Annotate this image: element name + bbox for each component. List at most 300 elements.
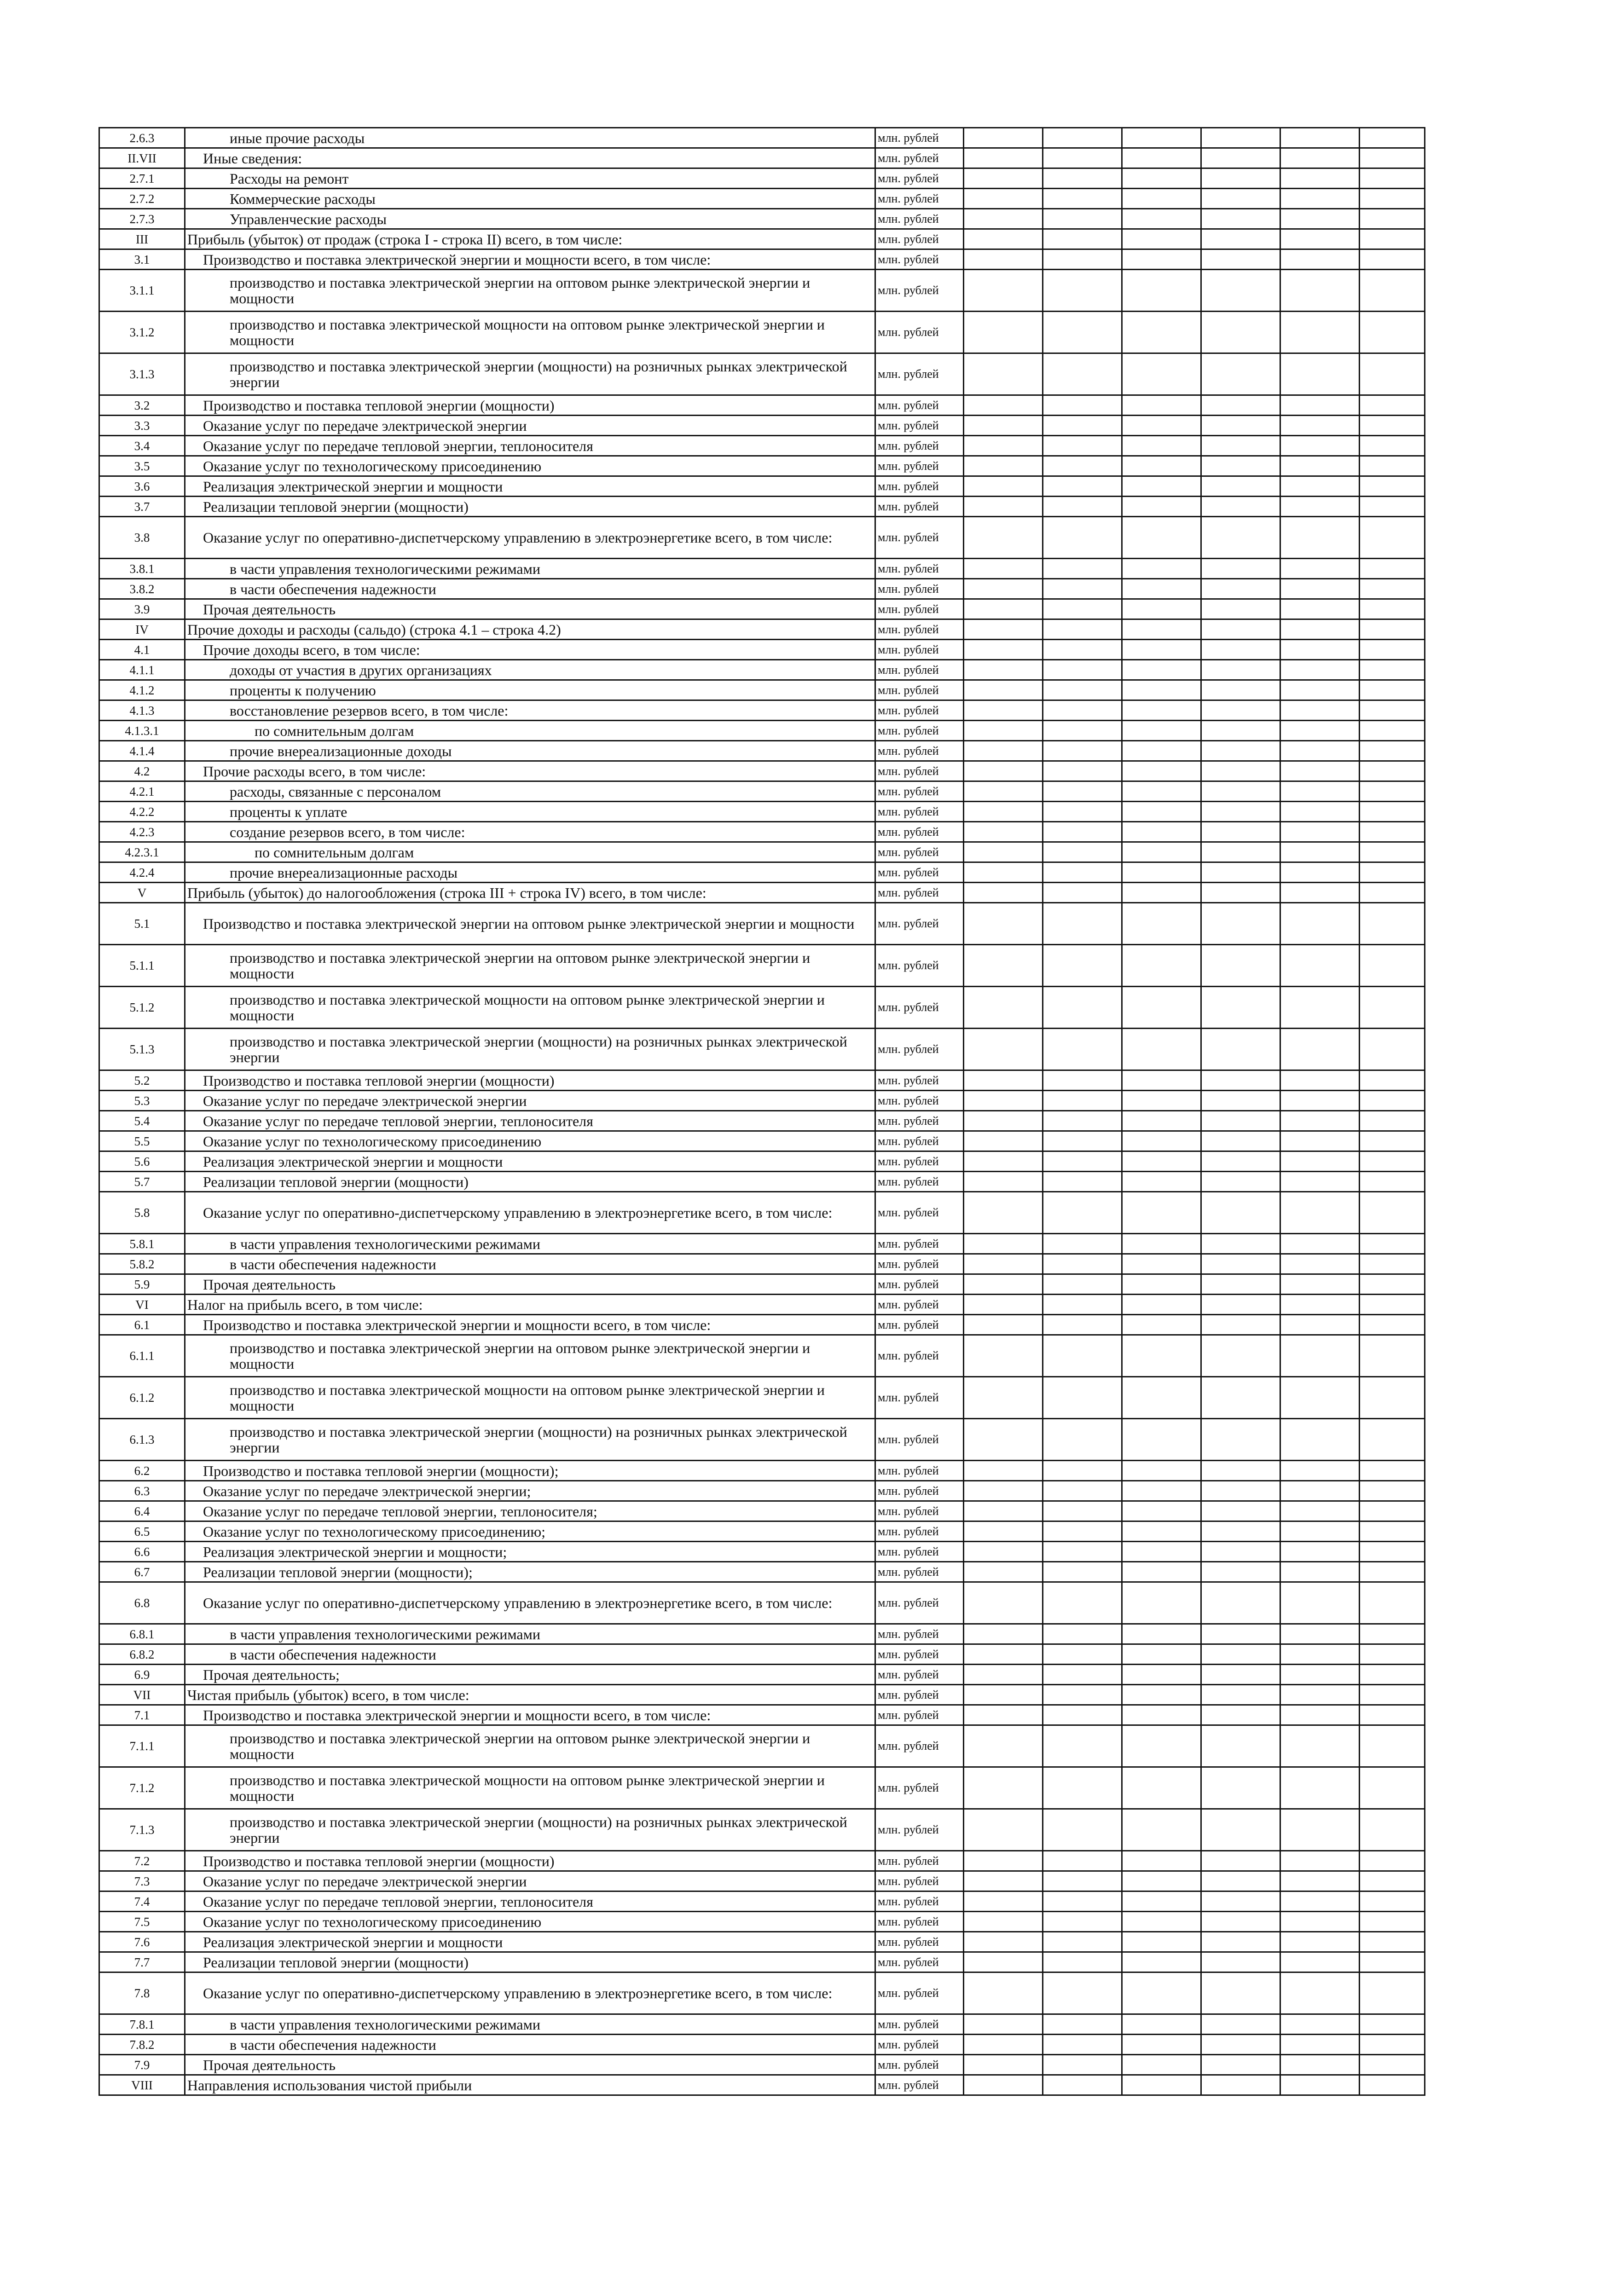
row-indicator-name: Реализация электрической энергии и мощности xyxy=(185,1932,875,1952)
table-row xyxy=(99,579,1425,599)
value-cell xyxy=(1280,456,1360,476)
row-indicator-name: производство и поставка электрической мощности на оптовом рынке электрической энергии и мощности xyxy=(185,987,875,1029)
value-cell xyxy=(1360,640,1425,660)
row-indicator-name: по сомнительным долгам xyxy=(185,842,875,862)
row-indicator-name: проценты к уплате xyxy=(185,802,875,822)
table-row xyxy=(99,1912,1425,1932)
value-cell xyxy=(1122,1254,1201,1274)
value-cell xyxy=(1201,883,1280,903)
row-code: IV xyxy=(99,619,185,640)
value-cell xyxy=(1043,680,1122,700)
row-unit: млн. рублей xyxy=(875,862,964,883)
row-indicator-name: производство и поставка электрической энергии (мощности) на розничных рынках электрической энергии xyxy=(185,1029,875,1070)
value-cell xyxy=(1280,842,1360,862)
value-cell xyxy=(964,1295,1043,1315)
row-indicator-name: Производство и поставка электрической энергии и мощности всего, в том числе: xyxy=(185,1315,875,1335)
value-cell xyxy=(1360,128,1425,148)
value-cell xyxy=(964,1582,1043,1624)
row-unit: млн. рублей xyxy=(875,640,964,660)
row-code: 7.1 xyxy=(99,1705,185,1725)
value-cell xyxy=(1122,1725,1201,1767)
value-cell xyxy=(1201,1091,1280,1111)
row-code: 2.6.3 xyxy=(99,128,185,148)
row-indicator-name: Реализация электрической энергии и мощности xyxy=(185,476,875,497)
row-indicator-name: Расходы на ремонт xyxy=(185,168,875,189)
value-cell xyxy=(1122,903,1201,945)
row-unit: млн. рублей xyxy=(875,1274,964,1295)
value-cell xyxy=(1122,619,1201,640)
value-cell xyxy=(1122,1851,1201,1871)
value-cell xyxy=(1043,1295,1122,1315)
row-indicator-name: Чистая прибыль (убыток) всего, в том числе: xyxy=(185,1685,875,1705)
row-indicator-name: Оказание услуг по передаче тепловой энергии, теплоносителя xyxy=(185,1891,875,1912)
table-row xyxy=(99,456,1425,476)
value-cell xyxy=(1360,353,1425,395)
row-indicator-name: Оказание услуг по оперативно-диспетчерскому управлению в электроэнергетике всего, в том числе: xyxy=(185,517,875,559)
table-row xyxy=(99,761,1425,781)
value-cell xyxy=(1201,189,1280,209)
value-cell xyxy=(1043,1624,1122,1644)
value-cell xyxy=(1280,517,1360,559)
value-cell xyxy=(1122,312,1201,353)
row-unit: млн. рублей xyxy=(875,1624,964,1644)
row-indicator-name: Прочие доходы всего, в том числе: xyxy=(185,640,875,660)
row-unit: млн. рублей xyxy=(875,619,964,640)
value-cell xyxy=(1201,476,1280,497)
value-cell xyxy=(1280,1151,1360,1172)
value-cell xyxy=(1043,1725,1122,1767)
value-cell xyxy=(964,1315,1043,1335)
value-cell xyxy=(1280,660,1360,680)
value-cell xyxy=(964,1111,1043,1131)
value-cell xyxy=(1201,1377,1280,1419)
row-unit: млн. рублей xyxy=(875,559,964,579)
value-cell xyxy=(964,945,1043,987)
table-row xyxy=(99,128,1425,148)
row-code: 5.3 xyxy=(99,1091,185,1111)
row-unit: млн. рублей xyxy=(875,945,964,987)
row-code: 4.2.2 xyxy=(99,802,185,822)
value-cell xyxy=(1201,781,1280,802)
value-cell xyxy=(1360,1254,1425,1274)
row-unit: млн. рублей xyxy=(875,1172,964,1192)
value-cell xyxy=(1360,862,1425,883)
value-cell xyxy=(1201,987,1280,1029)
value-cell xyxy=(1280,741,1360,761)
row-indicator-name: Прочие расходы всего, в том числе: xyxy=(185,761,875,781)
value-cell xyxy=(1360,1624,1425,1644)
table-row xyxy=(99,270,1425,312)
row-code: 5.9 xyxy=(99,1274,185,1295)
row-code: 4.1.4 xyxy=(99,741,185,761)
row-indicator-name: Оказание услуг по оперативно-диспетчерскому управлению в электроэнергетике всего, в том числе: xyxy=(185,1582,875,1624)
value-cell xyxy=(1043,721,1122,741)
value-cell xyxy=(1122,1234,1201,1254)
value-cell xyxy=(1043,1542,1122,1562)
value-cell xyxy=(1280,640,1360,660)
row-code: 6.1.2 xyxy=(99,1377,185,1419)
value-cell xyxy=(1043,1192,1122,1234)
value-cell xyxy=(1043,148,1122,168)
row-unit: млн. рублей xyxy=(875,700,964,721)
table-row xyxy=(99,1295,1425,1315)
value-cell xyxy=(1360,1501,1425,1521)
value-cell xyxy=(1201,517,1280,559)
value-cell xyxy=(1043,945,1122,987)
value-cell xyxy=(1122,987,1201,1029)
value-cell xyxy=(1201,1111,1280,1131)
value-cell xyxy=(1360,1151,1425,1172)
row-indicator-name: по сомнительным долгам xyxy=(185,721,875,741)
row-indicator-name: Производство и поставка тепловой энергии (мощности) xyxy=(185,1851,875,1871)
value-cell xyxy=(1122,680,1201,700)
value-cell xyxy=(1280,1932,1360,1952)
value-cell xyxy=(1201,1767,1280,1809)
table-row xyxy=(99,987,1425,1029)
table-row xyxy=(99,1705,1425,1725)
value-cell xyxy=(1043,312,1122,353)
row-unit: млн. рублей xyxy=(875,1665,964,1685)
row-indicator-name: Производство и поставка тепловой энергии (мощности) xyxy=(185,1070,875,1091)
value-cell xyxy=(1122,1172,1201,1192)
value-cell xyxy=(1201,1871,1280,1891)
value-cell xyxy=(1360,1315,1425,1335)
value-cell xyxy=(964,842,1043,862)
value-cell xyxy=(1360,945,1425,987)
row-indicator-name: Реализации тепловой энергии (мощности) xyxy=(185,1172,875,1192)
row-unit: млн. рублей xyxy=(875,1070,964,1091)
row-code: 3.1 xyxy=(99,249,185,270)
value-cell xyxy=(1201,1521,1280,1542)
row-unit: млн. рублей xyxy=(875,1809,964,1851)
value-cell xyxy=(1280,579,1360,599)
value-cell xyxy=(964,903,1043,945)
table-row xyxy=(99,1377,1425,1419)
value-cell xyxy=(1122,1131,1201,1151)
value-cell xyxy=(1122,2055,1201,2075)
value-cell xyxy=(1280,619,1360,640)
value-cell xyxy=(1043,209,1122,229)
value-cell xyxy=(964,1725,1043,1767)
value-cell xyxy=(1043,903,1122,945)
table-row xyxy=(99,700,1425,721)
value-cell xyxy=(1280,209,1360,229)
value-cell xyxy=(1122,1029,1201,1070)
value-cell xyxy=(1122,1952,1201,1972)
table-row xyxy=(99,1521,1425,1542)
row-unit: млн. рублей xyxy=(875,761,964,781)
row-indicator-name: Реализация электрической энергии и мощности xyxy=(185,1151,875,1172)
value-cell xyxy=(964,640,1043,660)
value-cell xyxy=(964,680,1043,700)
value-cell xyxy=(1201,353,1280,395)
value-cell xyxy=(1043,802,1122,822)
row-unit: млн. рублей xyxy=(875,1461,964,1481)
value-cell xyxy=(1280,559,1360,579)
value-cell xyxy=(964,209,1043,229)
value-cell xyxy=(1360,395,1425,416)
row-code: 3.8.1 xyxy=(99,559,185,579)
table-row xyxy=(99,1131,1425,1151)
value-cell xyxy=(1360,1192,1425,1234)
value-cell xyxy=(1043,2014,1122,2035)
table-row xyxy=(99,517,1425,559)
value-cell xyxy=(1122,721,1201,741)
row-unit: млн. рублей xyxy=(875,312,964,353)
value-cell xyxy=(1360,1295,1425,1315)
value-cell xyxy=(1122,1665,1201,1685)
value-cell xyxy=(1122,168,1201,189)
value-cell xyxy=(1043,1767,1122,1809)
value-cell xyxy=(1122,1111,1201,1131)
value-cell xyxy=(1360,249,1425,270)
value-cell xyxy=(1360,2035,1425,2055)
value-cell xyxy=(1043,1091,1122,1111)
row-unit: млн. рублей xyxy=(875,1725,964,1767)
value-cell xyxy=(1280,1809,1360,1851)
table-row xyxy=(99,1172,1425,1192)
value-cell xyxy=(964,1542,1043,1562)
value-cell xyxy=(1043,599,1122,619)
value-cell xyxy=(1043,1111,1122,1131)
row-indicator-name: в части управления технологическими режимами xyxy=(185,2014,875,2035)
row-unit: млн. рублей xyxy=(875,1295,964,1315)
value-cell xyxy=(1201,1705,1280,1725)
table-row xyxy=(99,1501,1425,1521)
row-unit: млн. рублей xyxy=(875,270,964,312)
table-row xyxy=(99,2055,1425,2075)
value-cell xyxy=(1043,1521,1122,1542)
row-indicator-name: доходы от участия в других организациях xyxy=(185,660,875,680)
value-cell xyxy=(964,822,1043,842)
table-row xyxy=(99,1151,1425,1172)
row-unit: млн. рублей xyxy=(875,1705,964,1725)
row-unit: млн. рублей xyxy=(875,680,964,700)
value-cell xyxy=(1360,619,1425,640)
value-cell xyxy=(1043,1562,1122,1582)
table-row xyxy=(99,781,1425,802)
value-cell xyxy=(1043,416,1122,436)
row-code: 4.1.3.1 xyxy=(99,721,185,741)
row-code: 7.1.2 xyxy=(99,1767,185,1809)
row-code: 4.1 xyxy=(99,640,185,660)
value-cell xyxy=(1043,189,1122,209)
row-code: 3.4 xyxy=(99,436,185,456)
value-cell xyxy=(1043,1419,1122,1461)
row-indicator-name: Прибыль (убыток) от продаж (строка I - строка II) всего, в том числе: xyxy=(185,229,875,249)
value-cell xyxy=(1280,148,1360,168)
value-cell xyxy=(964,1932,1043,1952)
table-row xyxy=(99,1419,1425,1461)
value-cell xyxy=(1122,353,1201,395)
value-cell xyxy=(964,741,1043,761)
value-cell xyxy=(1201,416,1280,436)
value-cell xyxy=(1280,1315,1360,1335)
value-cell xyxy=(1360,148,1425,168)
value-cell xyxy=(1043,822,1122,842)
value-cell xyxy=(1201,1932,1280,1952)
row-code: 2.7.1 xyxy=(99,168,185,189)
value-cell xyxy=(1122,1912,1201,1932)
table-row xyxy=(99,1891,1425,1912)
value-cell xyxy=(964,1972,1043,2014)
value-cell xyxy=(1280,312,1360,353)
value-cell xyxy=(964,1912,1043,1932)
value-cell xyxy=(1201,1912,1280,1932)
table-row xyxy=(99,721,1425,741)
table-row xyxy=(99,1582,1425,1624)
value-cell xyxy=(1280,497,1360,517)
value-cell xyxy=(964,1767,1043,1809)
value-cell xyxy=(964,1070,1043,1091)
value-cell xyxy=(1360,1665,1425,1685)
value-cell xyxy=(1360,1871,1425,1891)
table-row xyxy=(99,476,1425,497)
value-cell xyxy=(1360,721,1425,741)
value-cell xyxy=(1201,456,1280,476)
row-code: 2.7.3 xyxy=(99,209,185,229)
value-cell xyxy=(1360,1725,1425,1767)
value-cell xyxy=(1043,1685,1122,1705)
row-code: 3.8 xyxy=(99,517,185,559)
value-cell xyxy=(1122,517,1201,559)
value-cell xyxy=(1360,1377,1425,1419)
value-cell xyxy=(1360,1952,1425,1972)
value-cell xyxy=(1280,1542,1360,1562)
row-indicator-name: Оказание услуг по передаче электрической энергии; xyxy=(185,1481,875,1501)
value-cell xyxy=(1122,1335,1201,1377)
value-cell xyxy=(1201,559,1280,579)
table-row xyxy=(99,353,1425,395)
value-cell xyxy=(1122,1685,1201,1705)
table-row xyxy=(99,395,1425,416)
row-code: 6.8 xyxy=(99,1582,185,1624)
value-cell xyxy=(1201,660,1280,680)
value-cell xyxy=(964,700,1043,721)
value-cell xyxy=(964,2014,1043,2035)
row-indicator-name: Оказание услуг по передаче тепловой энергии, теплоносителя xyxy=(185,1111,875,1131)
value-cell xyxy=(1280,802,1360,822)
table-row xyxy=(99,1192,1425,1234)
row-indicator-name: Управленческие расходы xyxy=(185,209,875,229)
value-cell xyxy=(964,497,1043,517)
row-indicator-name: Производство и поставка электрической энергии на оптовом рынке электрической энергии и мощности xyxy=(185,903,875,945)
value-cell xyxy=(964,1377,1043,1419)
row-unit: млн. рублей xyxy=(875,1521,964,1542)
value-cell xyxy=(1280,1912,1360,1932)
row-unit: млн. рублей xyxy=(875,1111,964,1131)
value-cell xyxy=(1043,168,1122,189)
row-indicator-name: Производство и поставка электрической энергии и мощности всего, в том числе: xyxy=(185,1705,875,1725)
row-unit: млн. рублей xyxy=(875,1481,964,1501)
row-code: 6.8.2 xyxy=(99,1644,185,1665)
row-indicator-name: Направления использования чистой прибыли xyxy=(185,2075,875,2095)
value-cell xyxy=(964,456,1043,476)
row-indicator-name: иные прочие расходы xyxy=(185,128,875,148)
value-cell xyxy=(1360,1562,1425,1582)
row-code: II.VII xyxy=(99,148,185,168)
value-cell xyxy=(1122,1767,1201,1809)
value-cell xyxy=(1043,2075,1122,2095)
value-cell xyxy=(1043,883,1122,903)
value-cell xyxy=(1280,1419,1360,1461)
value-cell xyxy=(1280,1070,1360,1091)
value-cell xyxy=(1201,249,1280,270)
row-unit: млн. рублей xyxy=(875,476,964,497)
value-cell xyxy=(1280,189,1360,209)
row-code: 7.7 xyxy=(99,1952,185,1972)
row-code: 7.1.1 xyxy=(99,1725,185,1767)
value-cell xyxy=(1043,1029,1122,1070)
row-indicator-name: в части обеспечения надежности xyxy=(185,579,875,599)
value-cell xyxy=(1280,1582,1360,1624)
value-cell xyxy=(1280,1461,1360,1481)
row-code: 4.2.1 xyxy=(99,781,185,802)
row-code: 6.5 xyxy=(99,1521,185,1542)
row-unit: млн. рублей xyxy=(875,781,964,802)
value-cell xyxy=(1122,148,1201,168)
value-cell xyxy=(1201,1295,1280,1315)
value-cell xyxy=(1043,1809,1122,1851)
value-cell xyxy=(1360,842,1425,862)
table-row xyxy=(99,249,1425,270)
row-unit: млн. рублей xyxy=(875,1582,964,1624)
row-code: 3.9 xyxy=(99,599,185,619)
value-cell xyxy=(1360,1419,1425,1461)
row-indicator-name: производство и поставка электрической энергии на оптовом рынке электрической энергии и мощности xyxy=(185,1335,875,1377)
value-cell xyxy=(1043,579,1122,599)
value-cell xyxy=(964,1952,1043,1972)
row-unit: млн. рублей xyxy=(875,721,964,741)
row-indicator-name: расходы, связанные с персоналом xyxy=(185,781,875,802)
value-cell xyxy=(964,436,1043,456)
table-row xyxy=(99,1809,1425,1851)
value-cell xyxy=(1280,1767,1360,1809)
row-unit: млн. рублей xyxy=(875,1952,964,1972)
value-cell xyxy=(1280,2014,1360,2035)
value-cell xyxy=(1201,680,1280,700)
value-cell xyxy=(1201,1972,1280,2014)
value-cell xyxy=(964,862,1043,883)
value-cell xyxy=(1201,945,1280,987)
value-cell xyxy=(1043,456,1122,476)
value-cell xyxy=(1122,862,1201,883)
value-cell xyxy=(1122,270,1201,312)
value-cell xyxy=(1043,1377,1122,1419)
value-cell xyxy=(1122,1151,1201,1172)
value-cell xyxy=(1122,2014,1201,2035)
value-cell xyxy=(1122,416,1201,436)
value-cell xyxy=(1360,1767,1425,1809)
value-cell xyxy=(1122,559,1201,579)
value-cell xyxy=(1201,802,1280,822)
value-cell xyxy=(1201,1851,1280,1871)
row-unit: млн. рублей xyxy=(875,2075,964,2095)
table-row xyxy=(99,1461,1425,1481)
value-cell xyxy=(1280,1851,1360,1871)
table-row xyxy=(99,312,1425,353)
value-cell xyxy=(1043,353,1122,395)
row-unit: млн. рублей xyxy=(875,416,964,436)
value-cell xyxy=(1280,599,1360,619)
row-code: 5.8 xyxy=(99,1192,185,1234)
value-cell xyxy=(1043,1912,1122,1932)
value-cell xyxy=(1280,2075,1360,2095)
row-unit: млн. рублей xyxy=(875,497,964,517)
value-cell xyxy=(1043,476,1122,497)
row-indicator-name: Иные сведения: xyxy=(185,148,875,168)
value-cell xyxy=(1043,700,1122,721)
